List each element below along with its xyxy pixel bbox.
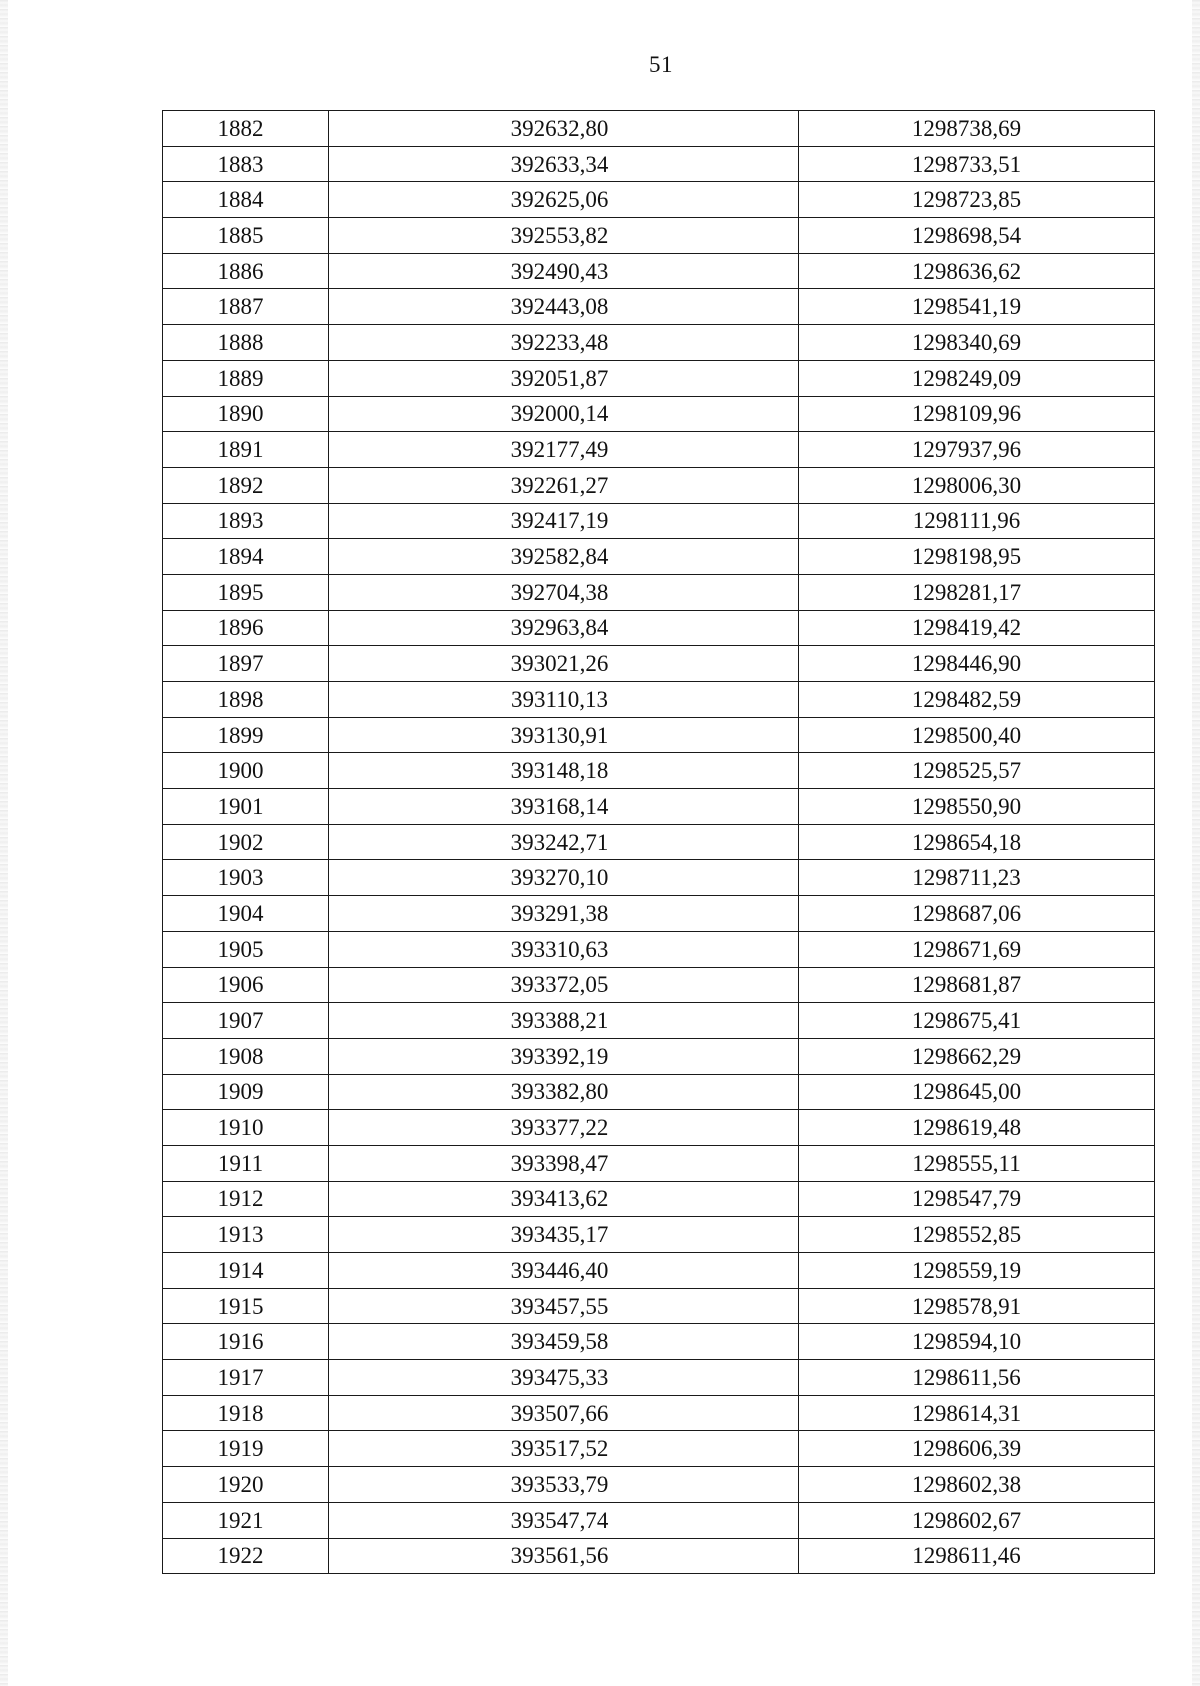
point-number-cell: 1909 (163, 1074, 329, 1110)
point-number-cell: 1892 (163, 467, 329, 503)
y-coordinate-cell: 1298723,85 (799, 182, 1155, 218)
point-number-cell: 1907 (163, 1003, 329, 1039)
x-coordinate-cell: 393377,22 (329, 1110, 799, 1146)
y-coordinate-cell: 1298698,54 (799, 218, 1155, 254)
y-coordinate-cell: 1298733,51 (799, 146, 1155, 182)
y-coordinate-cell: 1298111,96 (799, 503, 1155, 539)
x-coordinate-cell: 393457,55 (329, 1288, 799, 1324)
y-coordinate-cell: 1298198,95 (799, 539, 1155, 575)
table-row (163, 253, 1155, 289)
y-coordinate-cell: 1298555,11 (799, 1145, 1155, 1181)
point-number-cell: 1917 (163, 1360, 329, 1396)
x-coordinate-cell: 393398,47 (329, 1145, 799, 1181)
point-number-cell: 1895 (163, 574, 329, 610)
x-coordinate-cell: 393392,19 (329, 1038, 799, 1074)
x-coordinate-cell: 392963,84 (329, 610, 799, 646)
table-row (163, 360, 1155, 396)
table-row (163, 1003, 1155, 1039)
table-row (163, 289, 1155, 325)
table-row (163, 753, 1155, 789)
point-number-cell: 1893 (163, 503, 329, 539)
x-coordinate-cell: 392051,87 (329, 360, 799, 396)
point-number-cell: 1890 (163, 396, 329, 432)
point-number-cell: 1915 (163, 1288, 329, 1324)
table-row (163, 824, 1155, 860)
table-row (163, 1324, 1155, 1360)
point-number-cell: 1894 (163, 539, 329, 575)
x-coordinate-cell: 393435,17 (329, 1217, 799, 1253)
x-coordinate-cell: 392582,84 (329, 539, 799, 575)
y-coordinate-cell: 1298109,96 (799, 396, 1155, 432)
point-number-cell: 1910 (163, 1110, 329, 1146)
table-row (163, 1253, 1155, 1289)
x-coordinate-cell: 392177,49 (329, 432, 799, 468)
point-number-cell: 1888 (163, 325, 329, 361)
y-coordinate-cell: 1298662,29 (799, 1038, 1155, 1074)
table-row (163, 1038, 1155, 1074)
table-row (163, 967, 1155, 1003)
x-coordinate-cell: 393533,79 (329, 1467, 799, 1503)
y-coordinate-cell: 1297937,96 (799, 432, 1155, 468)
table-row (163, 1360, 1155, 1396)
y-coordinate-cell: 1298711,23 (799, 860, 1155, 896)
y-coordinate-cell: 1298482,59 (799, 682, 1155, 718)
x-coordinate-cell: 392553,82 (329, 218, 799, 254)
coordinates-table (162, 110, 1155, 1574)
y-coordinate-cell: 1298645,00 (799, 1074, 1155, 1110)
table-row (163, 1502, 1155, 1538)
y-coordinate-cell: 1298550,90 (799, 789, 1155, 825)
x-coordinate-cell: 393168,14 (329, 789, 799, 825)
x-coordinate-cell: 392625,06 (329, 182, 799, 218)
x-coordinate-cell: 393459,58 (329, 1324, 799, 1360)
table-row (163, 789, 1155, 825)
y-coordinate-cell: 1298578,91 (799, 1288, 1155, 1324)
table-row (163, 111, 1155, 147)
y-coordinate-cell: 1298636,62 (799, 253, 1155, 289)
table-row (163, 931, 1155, 967)
table-row (163, 325, 1155, 361)
x-coordinate-cell: 393148,18 (329, 753, 799, 789)
y-coordinate-cell: 1298500,40 (799, 717, 1155, 753)
y-coordinate-cell: 1298552,85 (799, 1217, 1155, 1253)
point-number-cell: 1897 (163, 646, 329, 682)
table-row (163, 1431, 1155, 1467)
point-number-cell: 1902 (163, 824, 329, 860)
table-row (163, 1110, 1155, 1146)
table-row (163, 218, 1155, 254)
point-number-cell: 1912 (163, 1181, 329, 1217)
point-number-cell: 1913 (163, 1217, 329, 1253)
y-coordinate-cell: 1298594,10 (799, 1324, 1155, 1360)
point-number-cell: 1896 (163, 610, 329, 646)
x-coordinate-cell: 392443,08 (329, 289, 799, 325)
point-number-cell: 1919 (163, 1431, 329, 1467)
point-number-cell: 1908 (163, 1038, 329, 1074)
table-row (163, 610, 1155, 646)
y-coordinate-cell: 1298681,87 (799, 967, 1155, 1003)
x-coordinate-cell: 393446,40 (329, 1253, 799, 1289)
x-coordinate-cell: 393291,38 (329, 896, 799, 932)
y-coordinate-cell: 1298687,06 (799, 896, 1155, 932)
point-number-cell: 1886 (163, 253, 329, 289)
y-coordinate-cell: 1298281,17 (799, 574, 1155, 610)
x-coordinate-cell: 393547,74 (329, 1502, 799, 1538)
y-coordinate-cell: 1298675,41 (799, 1003, 1155, 1039)
y-coordinate-cell: 1298602,67 (799, 1502, 1155, 1538)
x-coordinate-cell: 393475,33 (329, 1360, 799, 1396)
point-number-cell: 1921 (163, 1502, 329, 1538)
point-number-cell: 1918 (163, 1395, 329, 1431)
x-coordinate-cell: 393130,91 (329, 717, 799, 753)
x-coordinate-cell: 393517,52 (329, 1431, 799, 1467)
point-number-cell: 1914 (163, 1253, 329, 1289)
point-number-cell: 1903 (163, 860, 329, 896)
x-coordinate-cell: 393021,26 (329, 646, 799, 682)
point-number-cell: 1922 (163, 1538, 329, 1574)
table-row (163, 1538, 1155, 1574)
y-coordinate-cell: 1298738,69 (799, 111, 1155, 147)
x-coordinate-cell: 393507,66 (329, 1395, 799, 1431)
point-number-cell: 1889 (163, 360, 329, 396)
table-row (163, 646, 1155, 682)
y-coordinate-cell: 1298611,46 (799, 1538, 1155, 1574)
x-coordinate-cell: 392000,14 (329, 396, 799, 432)
x-coordinate-cell: 392233,48 (329, 325, 799, 361)
x-coordinate-cell: 393310,63 (329, 931, 799, 967)
point-number-cell: 1885 (163, 218, 329, 254)
x-coordinate-cell: 392704,38 (329, 574, 799, 610)
x-coordinate-cell: 392633,34 (329, 146, 799, 182)
point-number-cell: 1905 (163, 931, 329, 967)
table-row (163, 182, 1155, 218)
x-coordinate-cell: 393270,10 (329, 860, 799, 896)
y-coordinate-cell: 1298419,42 (799, 610, 1155, 646)
y-coordinate-cell: 1298602,38 (799, 1467, 1155, 1503)
x-coordinate-cell: 393110,13 (329, 682, 799, 718)
table-row (163, 539, 1155, 575)
scan-edge-left (0, 0, 8, 1686)
point-number-cell: 1887 (163, 289, 329, 325)
table-row (163, 503, 1155, 539)
point-number-cell: 1900 (163, 753, 329, 789)
x-coordinate-cell: 393382,80 (329, 1074, 799, 1110)
table-row (163, 396, 1155, 432)
x-coordinate-cell: 393413,62 (329, 1181, 799, 1217)
point-number-cell: 1911 (163, 1145, 329, 1181)
x-coordinate-cell: 393242,71 (329, 824, 799, 860)
y-coordinate-cell: 1298006,30 (799, 467, 1155, 503)
table-row (163, 1145, 1155, 1181)
point-number-cell: 1916 (163, 1324, 329, 1360)
table-row (163, 432, 1155, 468)
y-coordinate-cell: 1298619,48 (799, 1110, 1155, 1146)
y-coordinate-cell: 1298654,18 (799, 824, 1155, 860)
scan-edge-right (1192, 0, 1200, 1686)
point-number-cell: 1899 (163, 717, 329, 753)
point-number-cell: 1898 (163, 682, 329, 718)
point-number-cell: 1904 (163, 896, 329, 932)
x-coordinate-cell: 392490,43 (329, 253, 799, 289)
table-row (163, 1395, 1155, 1431)
table-row (163, 1181, 1155, 1217)
x-coordinate-cell: 393561,56 (329, 1538, 799, 1574)
point-number-cell: 1891 (163, 432, 329, 468)
x-coordinate-cell: 393388,21 (329, 1003, 799, 1039)
table-row (163, 467, 1155, 503)
coordinates-table-body (163, 111, 1155, 1574)
y-coordinate-cell: 1298541,19 (799, 289, 1155, 325)
point-number-cell: 1884 (163, 182, 329, 218)
y-coordinate-cell: 1298446,90 (799, 646, 1155, 682)
y-coordinate-cell: 1298614,31 (799, 1395, 1155, 1431)
table-row (163, 682, 1155, 718)
table-row (163, 146, 1155, 182)
y-coordinate-cell: 1298559,19 (799, 1253, 1155, 1289)
table-row (163, 860, 1155, 896)
point-number-cell: 1920 (163, 1467, 329, 1503)
point-number-cell: 1901 (163, 789, 329, 825)
y-coordinate-cell: 1298340,69 (799, 325, 1155, 361)
y-coordinate-cell: 1298249,09 (799, 360, 1155, 396)
x-coordinate-cell: 392632,80 (329, 111, 799, 147)
point-number-cell: 1883 (163, 146, 329, 182)
x-coordinate-cell: 392417,19 (329, 503, 799, 539)
table-row (163, 717, 1155, 753)
table-row (163, 1467, 1155, 1503)
table-row (163, 1288, 1155, 1324)
table-row (163, 574, 1155, 610)
y-coordinate-cell: 1298671,69 (799, 931, 1155, 967)
y-coordinate-cell: 1298611,56 (799, 1360, 1155, 1396)
table-row (163, 1217, 1155, 1253)
table-row (163, 896, 1155, 932)
page-number: 51 (649, 52, 673, 77)
x-coordinate-cell: 392261,27 (329, 467, 799, 503)
y-coordinate-cell: 1298525,57 (799, 753, 1155, 789)
table-row (163, 1074, 1155, 1110)
y-coordinate-cell: 1298606,39 (799, 1431, 1155, 1467)
y-coordinate-cell: 1298547,79 (799, 1181, 1155, 1217)
x-coordinate-cell: 393372,05 (329, 967, 799, 1003)
point-number-cell: 1906 (163, 967, 329, 1003)
point-number-cell: 1882 (163, 111, 329, 147)
